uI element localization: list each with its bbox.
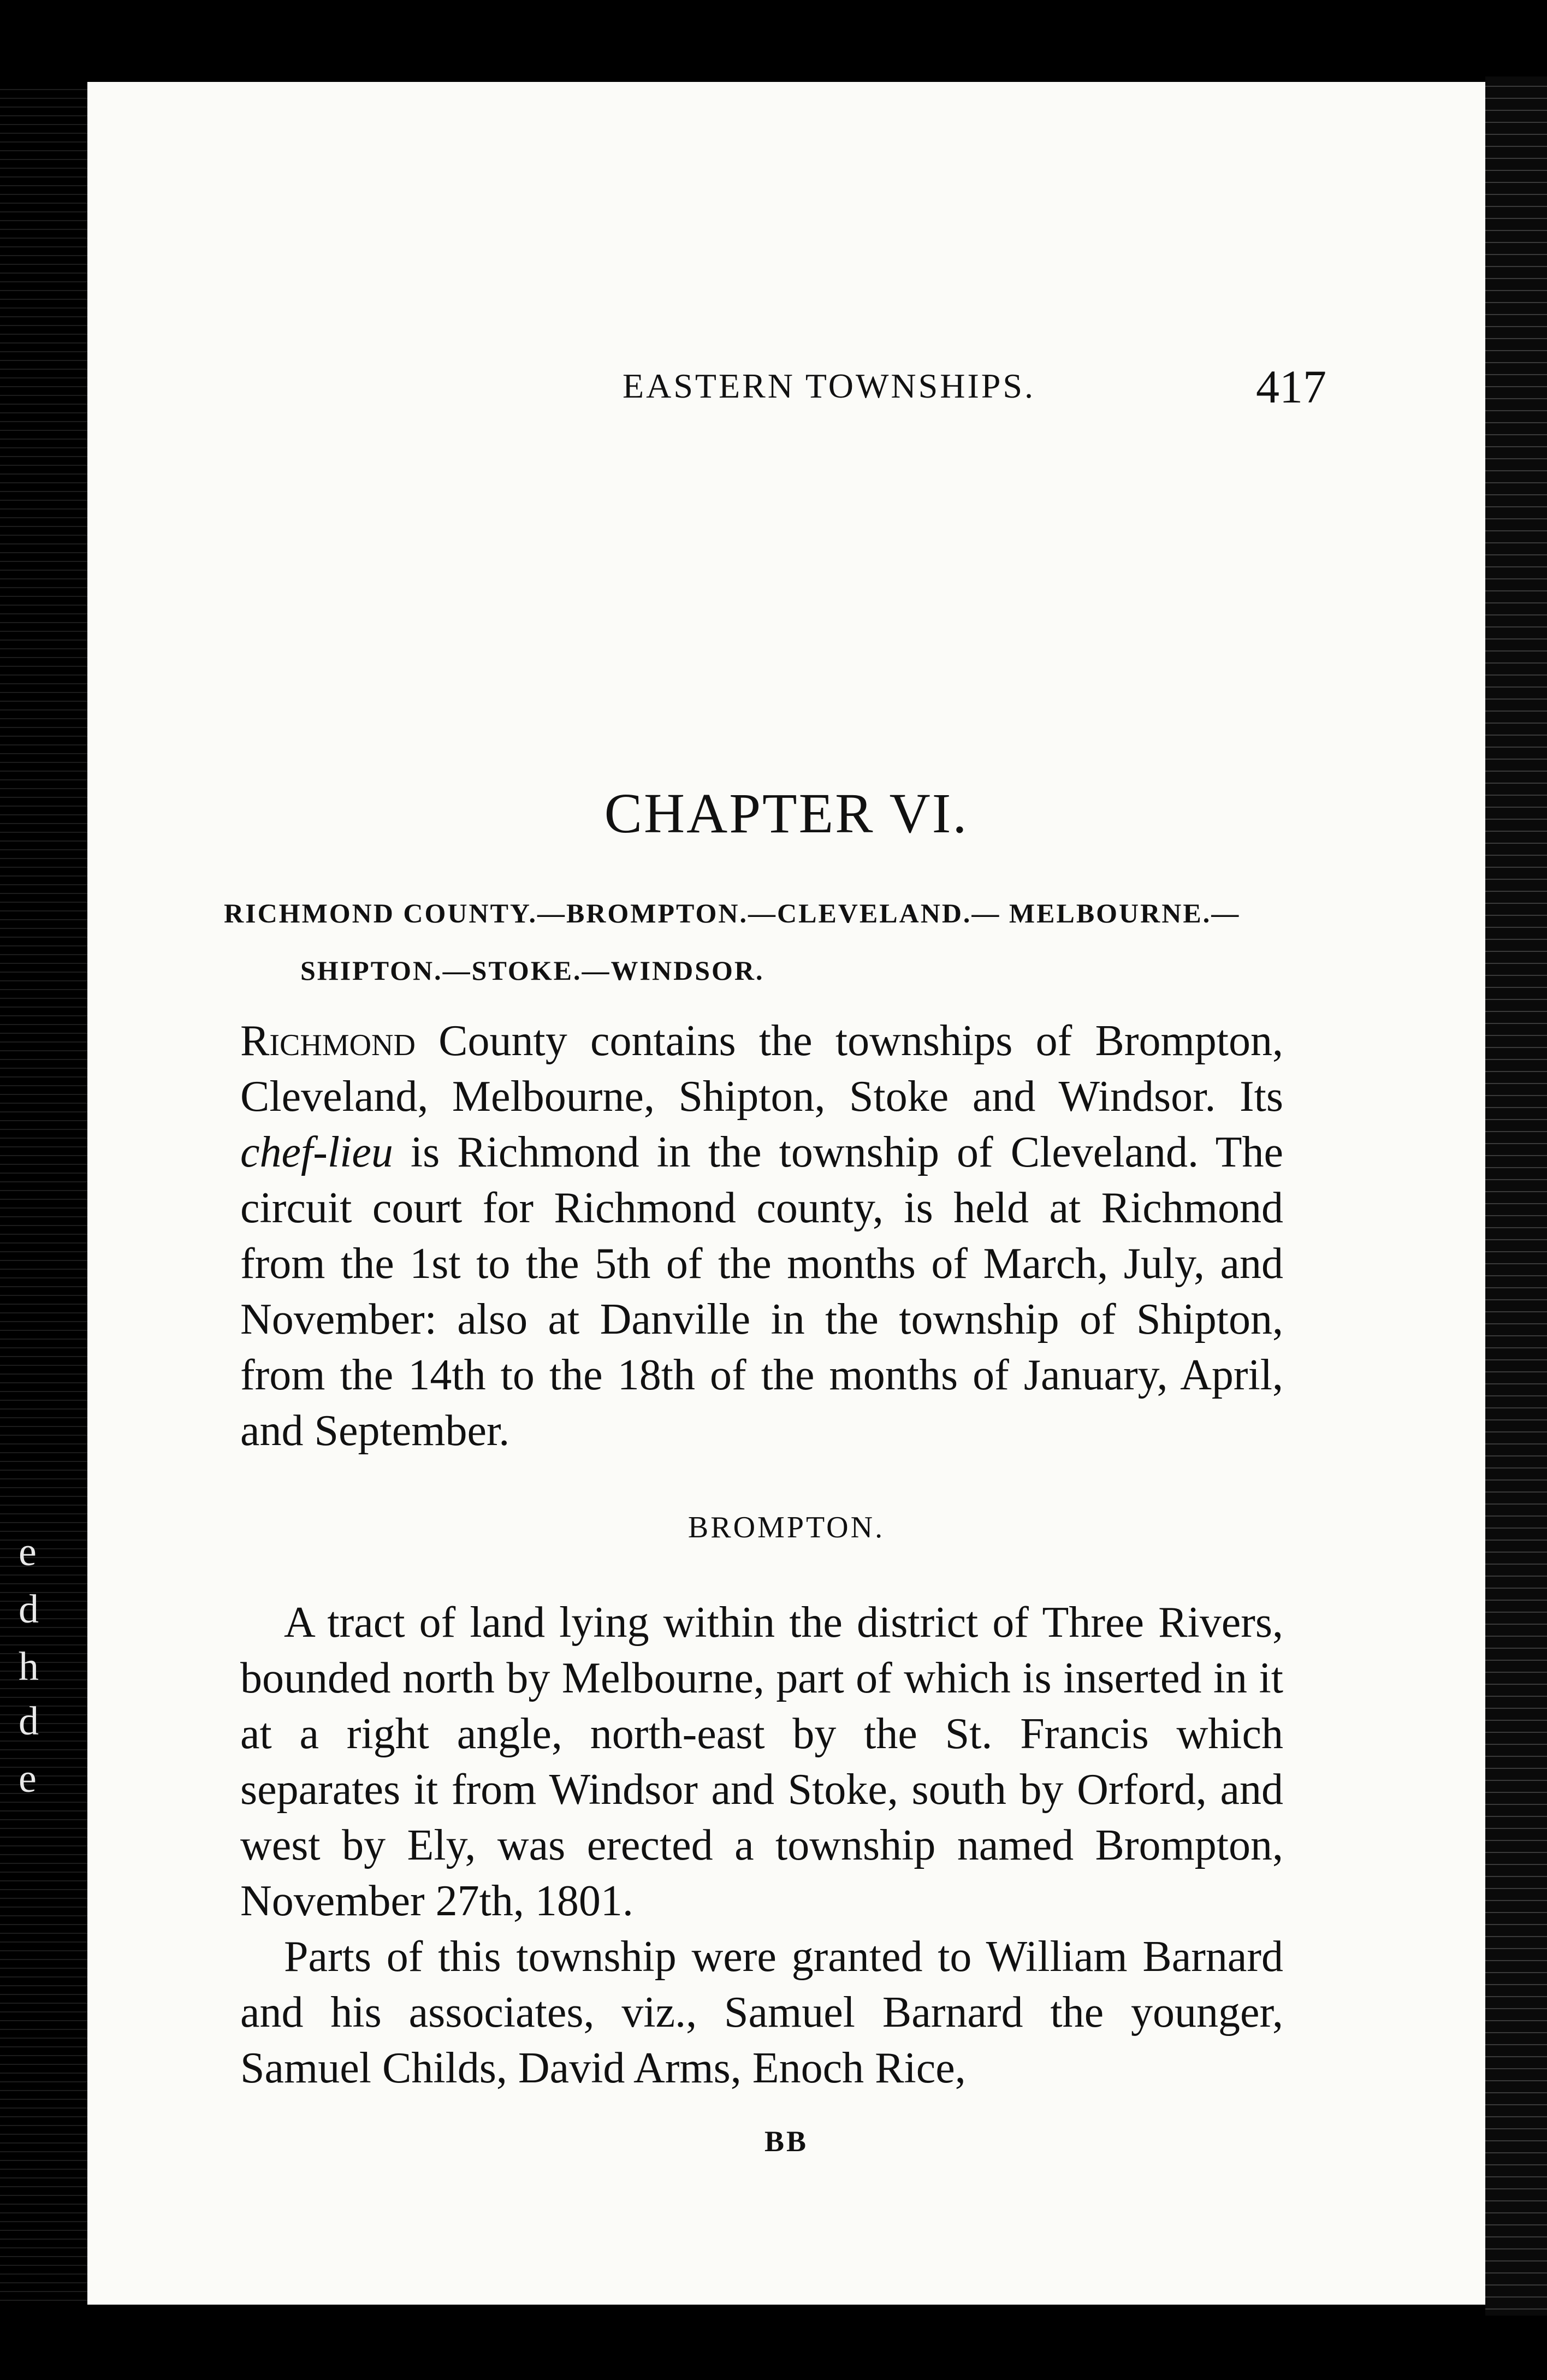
book-page [87,82,1485,2305]
brompton-paragraph-2: Parts of this township were granted to William Barnard and his associates, viz., Samuel Barnard the younger, Samuel Childs, David Arms, Enoch Rice, [240,1933,1283,2092]
synopsis-line-1: RICHMOND COUNTY.—BROMPTON.—CLEVELAND.— MELBOURNE.— [224,898,1241,928]
intro-italic-term: chef-lieu [240,1128,393,1176]
brompton-section [240,1595,1283,2096]
left-page-edge [0,82,87,2305]
running-head: EASTERN TOWNSHIPS. [623,366,1035,405]
section-heading: BROMPTON. [687,1511,885,1544]
chapter-title: CHAPTER VI. [604,782,969,845]
bleed-through-letter: d [19,1587,39,1632]
bleed-through-letter: e [19,1756,37,1801]
bleed-through-letter: e [19,1530,37,1574]
brompton-paragraph-1: A tract of land lying within the district of Three Rivers, bounded north by Melbourne, part of which is inserted in it at a right angle, north-east by the St. Francis which separates it from Windsor and Stoke, south by Orford, and west by Ely, was erected a township named Brompton, November 27th, 1801. [240,1598,1283,1925]
intro-paragraph [240,1013,1283,1459]
intro-text-a: County contains the townships of Brompton, Cleveland, Melbourne, Shipton, Stoke and Windsor. Its [240,1017,1283,1121]
right-page-edge [1485,76,1547,2316]
page-number: 417 [1256,360,1326,413]
chapter-synopsis [224,885,1294,999]
lead-word: Richmond [240,1017,416,1065]
signature-mark: BB [764,2125,809,2158]
intro-text-b: is Richmond in the township of Cleveland. The circuit court for Richmond county, is held at Richmond from the 1st to the 5th of the months of March, July, and November: also at Danville in the township of Shipton, from the 14th to the 18th of the months of January, April, and September. [240,1128,1283,1455]
bleed-through-letter: d [19,1699,39,1744]
bleed-through-letter: h [19,1644,39,1689]
synopsis-line-2: SHIPTON.—STOKE.—WINDSOR. [300,955,764,986]
